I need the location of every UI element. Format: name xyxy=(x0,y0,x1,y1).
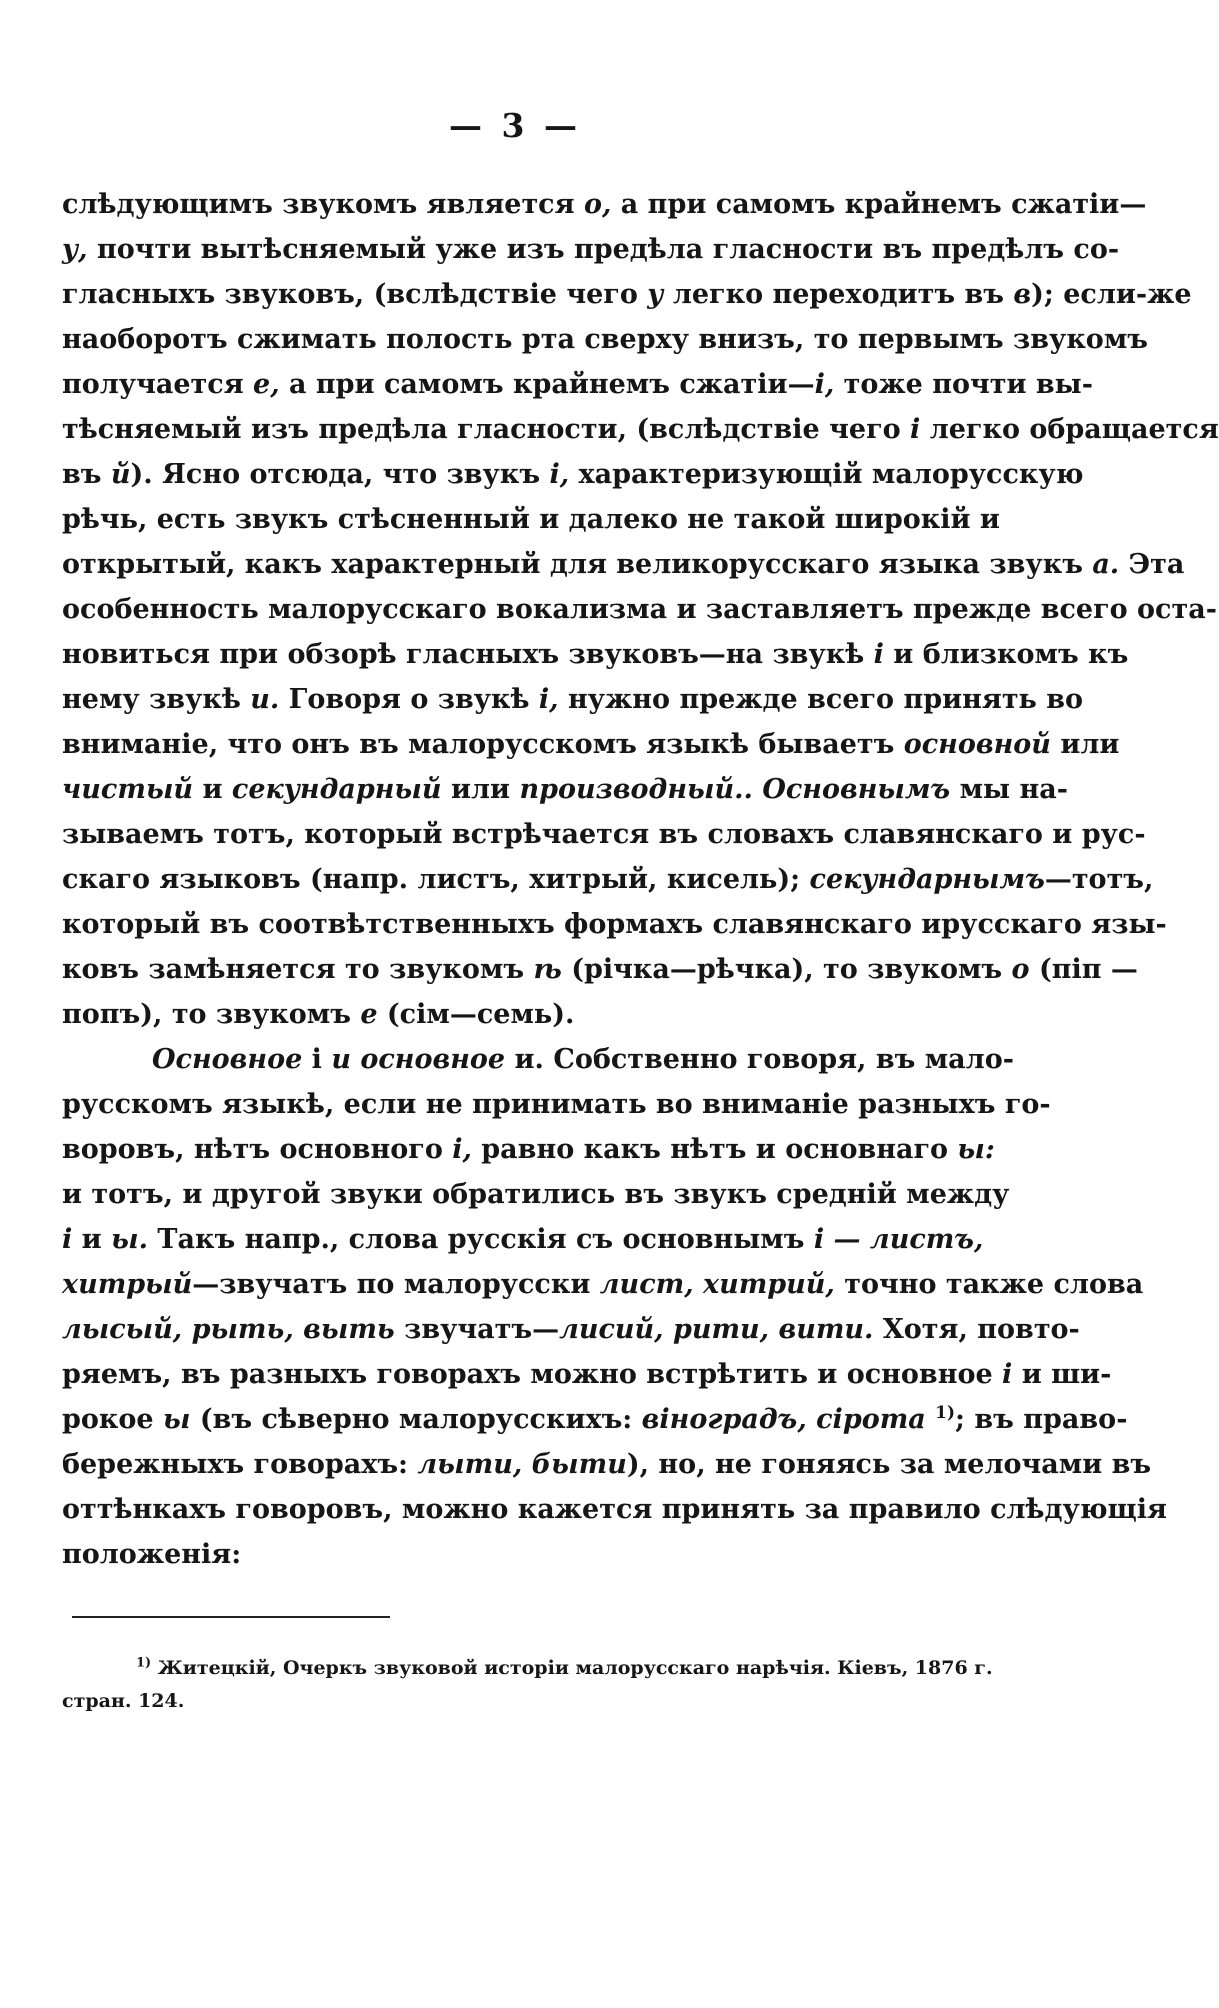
text-line xyxy=(62,1532,966,1577)
text-segment: и тотъ, и другой звуки обратились въ звукъ средній между xyxy=(62,1179,1010,1210)
text-segment: і xyxy=(302,1044,332,1075)
emphasized-text: і, xyxy=(538,684,559,715)
text-segment: или xyxy=(441,774,520,805)
text-segment xyxy=(926,1404,935,1435)
emphasized-text: ы: xyxy=(957,1134,995,1165)
text-segment: а при самомъ крайнемъ сжатіи— xyxy=(611,189,1147,220)
text-line xyxy=(62,587,1217,632)
footnote-reference: 1) xyxy=(935,1403,956,1423)
text-segment: ряемъ, въ разныхъ говорахъ можно встрѣтить и основное xyxy=(62,1359,1003,1390)
text-segment: воровъ, нѣтъ основного xyxy=(62,1134,453,1165)
text-segment: новиться при обзорѣ гласныхъ звуковъ—на звукѣ xyxy=(62,639,874,670)
emphasized-text: в xyxy=(1013,279,1032,310)
text-segment: ). Ясно отсюда, что звукъ xyxy=(130,459,550,490)
emphasized-text: лысый, рыть, выть xyxy=(62,1314,395,1345)
emphasized-text: і xyxy=(1002,1359,1013,1390)
emphasized-text: Основное xyxy=(152,1044,303,1075)
emphasized-text: ы xyxy=(162,1404,191,1435)
text-line xyxy=(62,1307,1080,1352)
footnote-divider xyxy=(72,1616,390,1618)
emphasized-text: і xyxy=(62,1224,73,1255)
emphasized-text: о, xyxy=(583,189,612,220)
text-segment: ковъ замѣняется то звукомъ xyxy=(62,954,534,985)
body-text xyxy=(62,182,1219,1577)
emphasized-text: хитрый xyxy=(62,1269,193,1300)
emphasized-text: у, xyxy=(62,234,88,265)
emphasized-text: секундарный xyxy=(231,774,442,805)
text-segment: мы на- xyxy=(950,774,1068,805)
text-segment: гласныхъ звуковъ, (вслѣдствіе чего xyxy=(62,279,648,310)
emphasized-text: і xyxy=(910,414,921,445)
text-line xyxy=(62,857,1154,902)
text-segment: ; въ право- xyxy=(955,1404,1128,1435)
text-segment: скаго языковъ (напр. листъ, хитрый, кисель); xyxy=(62,864,810,895)
text-segment: рокое xyxy=(62,1404,163,1435)
text-line xyxy=(62,1487,1167,1532)
text-line xyxy=(62,182,1147,227)
emphasized-text: лисий, рити, вити. xyxy=(559,1314,874,1345)
text-segment: и xyxy=(72,1224,112,1255)
text-line xyxy=(62,227,1120,272)
text-segment: который въ соотвѣтственныхъ формахъ славянскаго ирусскаго язы- xyxy=(62,909,1167,940)
text-segment: (річка—рѣчка), то звукомъ xyxy=(561,954,1012,985)
emphasized-text: і, xyxy=(452,1134,472,1165)
text-segment: Хотя, повто- xyxy=(873,1314,1080,1345)
text-segment: или xyxy=(1050,729,1120,760)
text-segment: Эта xyxy=(1119,549,1185,580)
emphasized-text: а. xyxy=(1092,549,1120,580)
text-segment: тѣсняемый изъ предѣла гласности, (вслѣдствіе чего xyxy=(62,414,911,445)
emphasized-text: у xyxy=(647,279,664,310)
text-line xyxy=(62,452,1084,497)
emphasized-text: е xyxy=(360,999,378,1030)
text-segment: тоже почти вы- xyxy=(834,369,1093,400)
text-segment: звучатъ— xyxy=(394,1314,560,1345)
text-line xyxy=(62,362,1093,407)
text-line xyxy=(62,1127,995,1172)
emphasized-text: ы. xyxy=(111,1224,148,1255)
text-segment: бережныхъ говорахъ: xyxy=(62,1449,418,1480)
emphasized-text: секундарнымъ xyxy=(809,864,1045,895)
text-segment: равно какъ нѣтъ и основнаго xyxy=(471,1134,958,1165)
text-segment: рѣчь, есть звукъ стѣсненный и далеко не такой широкій и xyxy=(62,504,1000,535)
footnote-line xyxy=(62,1652,993,1685)
text-segment: —тотъ, xyxy=(1044,864,1154,895)
emphasized-text: основной xyxy=(903,729,1051,760)
text-line xyxy=(62,677,1084,722)
text-segment: и. Собственно говоря, въ мало- xyxy=(505,1044,1014,1075)
text-segment: слѣдующимъ звукомъ является xyxy=(62,189,584,220)
text-line xyxy=(62,632,1129,677)
text-segment: ); если-же xyxy=(1031,279,1192,310)
text-segment: легко переходитъ въ xyxy=(663,279,1014,310)
text-line xyxy=(62,1262,1144,1307)
text-segment: русскомъ языкѣ, если не принимать во вниманіе разныхъ го- xyxy=(62,1089,1051,1120)
text-segment: наоборотъ сжимать полость рта сверху внизъ, то первымъ звукомъ xyxy=(62,324,1148,355)
text-line xyxy=(62,992,966,1037)
text-segment: открытый, какъ характерный для великорусскаго языка звукъ xyxy=(62,549,1093,580)
text-line xyxy=(62,1352,1112,1397)
text-segment: получается xyxy=(62,369,254,400)
text-line xyxy=(62,947,1138,992)
emphasized-text: и. xyxy=(250,684,280,715)
text-line xyxy=(62,317,1148,362)
text-segment: (сім—семь). xyxy=(377,999,575,1030)
text-segment: въ xyxy=(62,459,111,490)
text-line xyxy=(62,272,1192,317)
footnotes xyxy=(62,1652,993,1718)
text-segment: (піп — xyxy=(1029,954,1138,985)
emphasized-text: віноградъ, сірота xyxy=(641,1404,926,1435)
emphasized-text: і xyxy=(873,639,884,670)
text-line xyxy=(62,722,1120,767)
text-line xyxy=(62,1082,1051,1127)
text-segment: особенность малорусскаго вокализма и заставляетъ прежде всего оста- xyxy=(62,594,1217,625)
text-line xyxy=(62,1397,1128,1442)
emphasized-text: і — листъ, xyxy=(813,1224,984,1255)
text-line xyxy=(62,1442,1152,1487)
text-segment: характеризующій малорусскую xyxy=(569,459,1084,490)
emphasized-text: Основнымъ xyxy=(762,774,951,805)
text-line xyxy=(62,542,1185,587)
page-number: — 3 — xyxy=(449,106,581,145)
emphasized-text: лист, хитрий, xyxy=(599,1269,835,1300)
text-line xyxy=(62,1172,1010,1217)
emphasized-text: лыти, быти xyxy=(417,1449,627,1480)
text-segment xyxy=(753,774,762,805)
text-segment: и ши- xyxy=(1012,1359,1112,1390)
footnote-citation: Житецкій, Очеркъ звуковой исторіи малорусскаго нарѣчія. Кіевъ, 1876 г. xyxy=(151,1657,993,1679)
emphasized-text: й xyxy=(110,459,131,490)
text-segment: положенія: xyxy=(62,1539,242,1570)
emphasized-text: производный.. xyxy=(519,774,753,805)
text-segment: точно также слова xyxy=(834,1269,1144,1300)
text-segment: ), но, не гоняясь за мелочами въ xyxy=(626,1449,1152,1480)
footnote-line: стран. 124. xyxy=(62,1690,185,1712)
text-segment: вниманіе, что онъ въ малорусскомъ языкѣ бываетъ xyxy=(62,729,904,760)
text-segment: попъ), то звукомъ xyxy=(62,999,361,1030)
emphasized-text: чистый xyxy=(62,774,194,805)
emphasized-text: и основное xyxy=(331,1044,506,1075)
text-line xyxy=(62,497,1000,542)
text-segment: оттѣнкахъ говоровъ, можно кажется принять за правило слѣдующія xyxy=(62,1494,1167,1525)
text-line xyxy=(62,1037,1014,1082)
text-segment: а при самомъ крайнемъ сжатіи— xyxy=(279,369,815,400)
text-line xyxy=(62,767,1068,812)
text-segment: и близкомъ къ xyxy=(883,639,1129,670)
text-line xyxy=(62,812,1146,857)
text-segment: —звучатъ по малорусски xyxy=(192,1269,600,1300)
text-segment: Говоря о звукѣ xyxy=(279,684,539,715)
emphasized-text: ѣ xyxy=(533,954,562,985)
text-segment: нему звукѣ xyxy=(62,684,251,715)
text-line xyxy=(62,1217,984,1262)
text-segment: нужно прежде всего принять во xyxy=(558,684,1084,715)
emphasized-text: о xyxy=(1011,954,1030,985)
text-segment: (въ сѣверно малорусскихъ: xyxy=(190,1404,642,1435)
text-line xyxy=(62,902,1167,947)
text-segment: и xyxy=(193,774,232,805)
text-segment: зываемъ тотъ, который встрѣчается въ словахъ славянскаго и рус- xyxy=(62,819,1146,850)
text-line xyxy=(62,407,1219,452)
text-segment: Такъ напр., слова русскія съ основнымъ xyxy=(147,1224,814,1255)
text-segment: легко обращается xyxy=(920,414,1219,445)
emphasized-text: е, xyxy=(253,369,280,400)
footnote-marker: 1) xyxy=(136,1655,152,1671)
emphasized-text: і, xyxy=(549,459,570,490)
text-segment: почти вытѣсняемый уже изъ предѣла гласности въ предѣлъ со- xyxy=(87,234,1120,265)
emphasized-text: і, xyxy=(814,369,835,400)
